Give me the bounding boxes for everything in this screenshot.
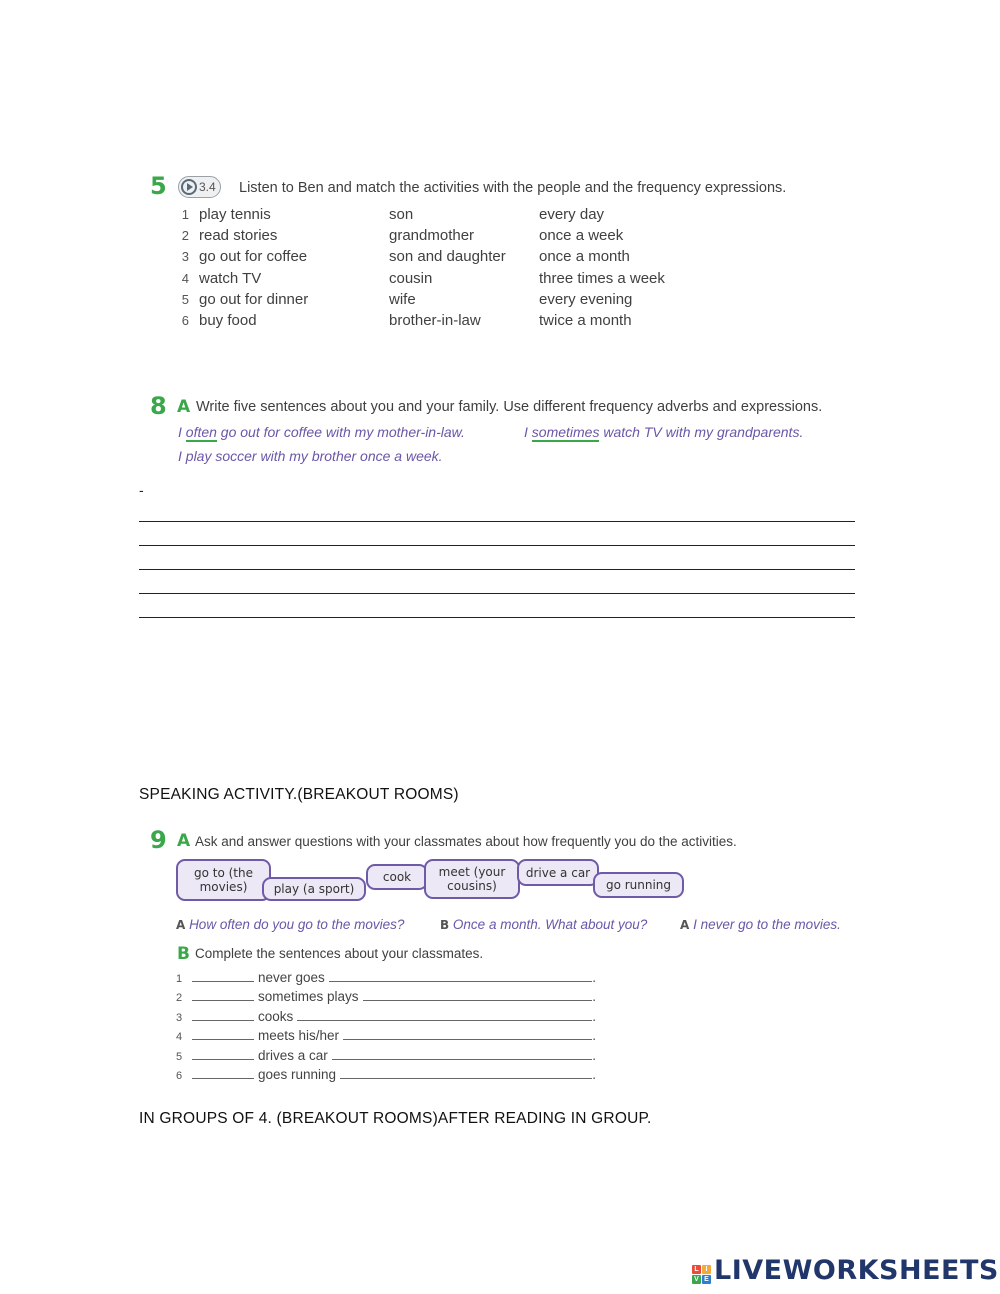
name-blank[interactable] (192, 990, 254, 1001)
example-dialog: B Once a month. What about you? (440, 917, 648, 932)
name-blank[interactable] (192, 1049, 254, 1060)
fill-in-line (176, 1067, 596, 1082)
name-blank[interactable] (192, 1029, 254, 1040)
row-number: 1 (181, 207, 189, 222)
example-sentence: I sometimes watch TV with my grandparents. (524, 424, 804, 440)
frequency-cell: every day (539, 206, 605, 223)
audio-label: 3.4 (199, 180, 216, 194)
liveworksheets-logo (692, 1255, 999, 1286)
line-end: . (592, 1028, 596, 1044)
part-letter: B (177, 944, 190, 964)
fill-in-line (176, 1009, 596, 1024)
line-number: 2 (176, 992, 183, 1005)
example-dialog: A I never go to the movies. (680, 917, 841, 932)
line-number: 5 (176, 1050, 183, 1063)
frequency-cell: twice a month (539, 312, 632, 329)
line-number: 6 (176, 1070, 183, 1082)
chip-go-to-movies: go to (the movies) (176, 859, 271, 901)
frequency-cell: once a month (539, 248, 630, 266)
person-cell: grandmother (389, 227, 475, 245)
chip-play-sport: play (a sport) (262, 877, 366, 901)
play-icon[interactable] (181, 179, 197, 195)
exercise-number: 5 (150, 172, 167, 200)
answer-line-3[interactable] (139, 569, 855, 570)
chip-drive-car: drive a car (517, 859, 599, 886)
logo-mark-icon: L I V E (692, 1265, 711, 1284)
person-cell: son and daughter (389, 248, 506, 266)
line-end: . (592, 989, 596, 1005)
frequency-cell: three times a week (539, 269, 665, 287)
row-number: 4 (181, 270, 189, 286)
answer-blank[interactable] (332, 1049, 592, 1060)
example-dialog: A How often do you go to the movies? (176, 917, 405, 932)
groups-text: IN GROUPS OF 4. (BREAKOUT ROOMS)AFTER READING IN GROUP. (139, 1110, 652, 1127)
frequency-cell: every evening (539, 290, 633, 308)
frequency-cell: once a week (539, 227, 624, 245)
instruction: Listen to Ben and match the activities with the people and the frequency expressions. (239, 180, 787, 196)
answer-line-5[interactable] (139, 617, 855, 618)
instruction: Complete the sentences about your classmates. (195, 946, 484, 961)
fill-in-line (176, 989, 596, 1004)
activity-cell: watch TV (199, 269, 262, 287)
person-cell: son (389, 206, 414, 223)
audio-track[interactable] (178, 176, 221, 198)
fill-in-line (176, 970, 596, 985)
instruction: Write five sentences about you and your family. Use different frequency adverbs and expressions. (196, 399, 823, 415)
row-number: 3 (181, 249, 189, 265)
logo-text: LIVEWORKSHEETS (714, 1255, 999, 1286)
line-number: 4 (176, 1031, 183, 1044)
verb-text: sometimes plays (258, 989, 359, 1005)
activity-cell: play tennis (199, 206, 271, 223)
example-sentence: I play soccer with my brother once a week. (178, 448, 443, 464)
verb-text: cooks (258, 1008, 294, 1024)
line-number: 1 (176, 973, 183, 985)
name-blank[interactable] (192, 1010, 254, 1021)
row-number: 2 (181, 228, 189, 244)
line-end: . (592, 970, 596, 985)
speaking-heading: SPEAKING ACTIVITY.(BREAKOUT ROOMS) (139, 786, 459, 803)
fill-in-line (176, 1048, 596, 1063)
activity-cell: go out for dinner (199, 290, 309, 308)
person-cell: wife (389, 290, 416, 308)
exercise-number: 9 (150, 826, 167, 854)
instruction: Ask and answer questions with your classmates about how frequently you do the activities. (195, 834, 737, 849)
exercise-number: 8 (150, 392, 167, 420)
answer-line-2[interactable] (139, 545, 855, 546)
chip-meet-cousins: meet (your cousins) (424, 859, 520, 899)
row-number: 6 (181, 313, 189, 328)
answer-blank[interactable] (329, 971, 592, 982)
verb-text: never goes (258, 970, 325, 985)
row-number: 5 (181, 291, 189, 307)
verb-text: meets his/her (258, 1028, 340, 1044)
activity-cell: read stories (199, 227, 278, 245)
answer-blank[interactable] (297, 1010, 592, 1021)
adverb-sometimes: sometimes (531, 424, 600, 440)
line-end: . (592, 1047, 596, 1063)
name-blank[interactable] (192, 971, 254, 982)
answer-blank[interactable] (340, 1068, 592, 1079)
name-blank[interactable] (192, 1068, 254, 1079)
example-sentence: I often go out for coffee with my mother-in-law. (178, 424, 465, 440)
person-cell: brother-in-law (389, 312, 481, 329)
verb-text: goes running (258, 1067, 337, 1082)
chip-cook: cook (366, 864, 428, 890)
part-letter: A (177, 831, 191, 851)
verb-text: drives a car (258, 1047, 328, 1063)
answer-line-4[interactable] (139, 593, 855, 594)
person-cell: cousin (389, 269, 433, 287)
line-end: . (592, 1008, 596, 1024)
adverb-often: often (185, 424, 217, 440)
fill-in-line (176, 1028, 596, 1043)
answer-blank[interactable] (363, 990, 593, 1001)
activity-cell: buy food (199, 312, 257, 329)
line-end: . (592, 1067, 596, 1082)
chip-go-running: go running (593, 872, 684, 898)
activity-cell: go out for coffee (199, 248, 308, 266)
part-letter: A (177, 397, 191, 417)
dash-mark: - (139, 482, 144, 498)
answer-blank[interactable] (343, 1029, 592, 1040)
line-number: 3 (176, 1011, 183, 1024)
answer-line-1[interactable] (139, 521, 855, 522)
